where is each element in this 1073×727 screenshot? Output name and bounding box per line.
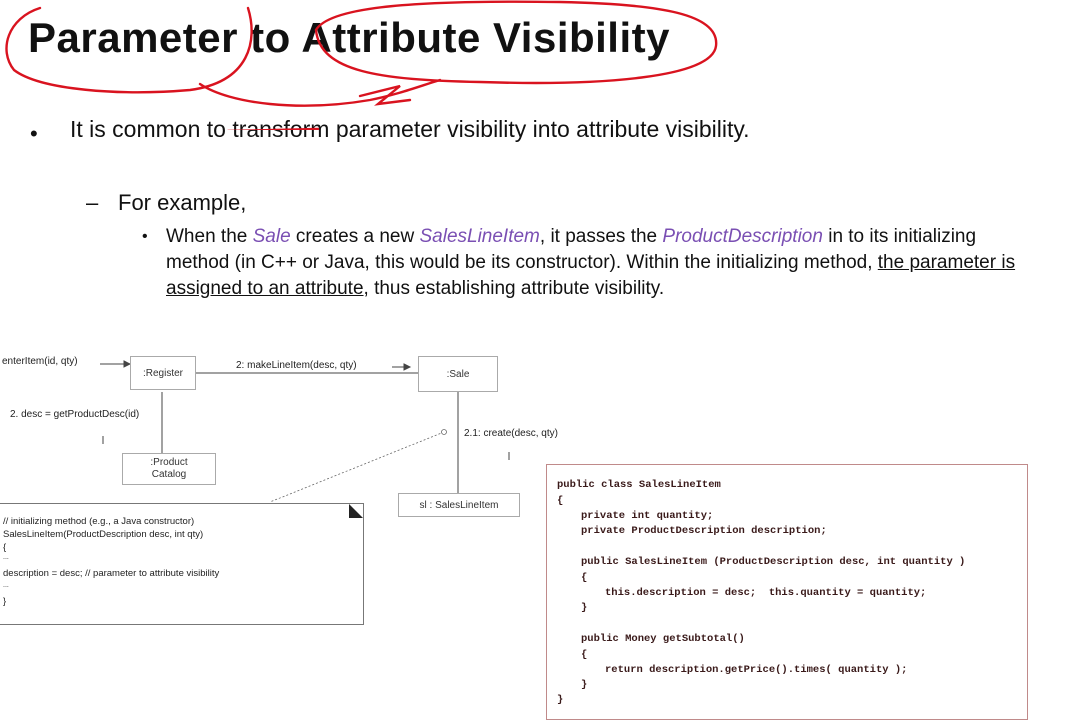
- uml-note: // initializing method (e.g., a Java constructor) SalesLineItem(ProductDescription desc, int qty) { ... description = desc; // parameter to attribute visibility ... }: [0, 503, 364, 625]
- circle-parameter: [6, 8, 251, 92]
- msg-enter-item: enterItem(id, qty): [2, 356, 78, 367]
- msg-make-line-item: 2: makeLineItem(desc, qty): [236, 360, 357, 371]
- highlight-productdescription: ProductDescription: [662, 226, 823, 247]
- product-catalog-box: :Product Catalog: [122, 453, 216, 485]
- underlined-phrase: the parameter is assigned to an attribute: [166, 252, 1016, 299]
- bullet-text-1: It is common to transform parameter visibility into attribute visibility.: [70, 116, 750, 142]
- msg-create: 2.1: create(desc, qty): [464, 428, 558, 439]
- sale-box: :Sale: [418, 356, 498, 392]
- register-box: :Register: [130, 356, 196, 390]
- bullet-marker: •: [142, 228, 148, 245]
- dash-marker: –: [86, 190, 99, 215]
- note-fold-icon: [349, 504, 363, 518]
- code-listing: public class SalesLineItem { private int quantity; private ProductDescription description; public SalesLineItem (ProductDescription desc, int quantity ) { this.description = desc; this.quantity = quantity; } public Money getSubtotal() { return description.getPrice().times( quantity ); } }: [546, 464, 1028, 720]
- bullet-marker: •: [30, 121, 38, 146]
- msg-get-product-desc: 2. desc = getProductDesc(id): [10, 409, 140, 420]
- red-annotation-marks: [0, 0, 1073, 130]
- highlight-saleslineitem: SalesLineItem: [419, 226, 540, 247]
- saleslineitem-box: sl : SalesLineItem: [398, 493, 520, 517]
- strike-mark: [228, 129, 318, 130]
- slide-title: Parameter to Attribute Visibility: [28, 14, 670, 61]
- bullet-text-2: For example,: [118, 190, 247, 215]
- bullet-text-3: When the Sale creates a new SalesLineItem, it passes the ProductDescription in to its initializing method (in C++ or Java, this would be its constructor). Within the initializing method, the parameter is assigned to an attribute, thus establishing attribute visibility.: [166, 226, 1016, 299]
- highlight-sale: Sale: [252, 226, 291, 247]
- circle-attribute-visibility: [316, 2, 716, 83]
